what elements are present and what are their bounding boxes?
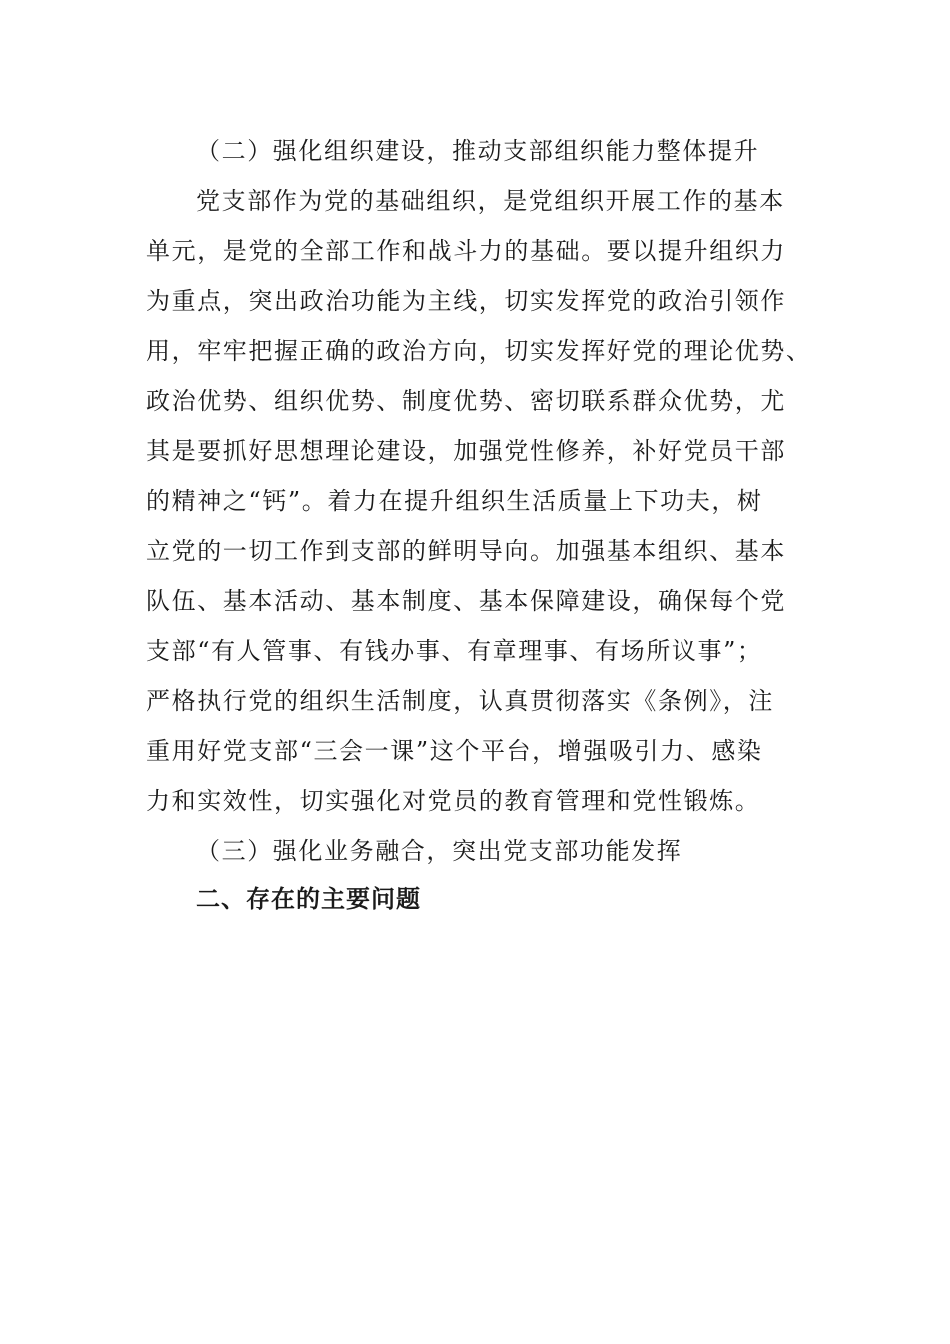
paragraph-line: 立党的一切工作到支部的鲜明导向。加强基本组织、基本 xyxy=(146,537,786,565)
section-heading-3: （三）强化业务融合，突出党支部功能发挥 xyxy=(196,837,683,865)
paragraph-line: 其是要抓好思想理论建设，加强党性修养，补好党员干部 xyxy=(146,437,786,465)
paragraph-line: 党支部作为党的基础组织，是党组织开展工作的基本 xyxy=(196,187,785,215)
paragraph-line: 严格执行党的组织生活制度，认真贯彻落实《条例》，注 xyxy=(146,687,774,715)
section-heading-2: （二）强化组织建设，推动支部组织能力整体提升 xyxy=(196,137,760,165)
paragraph-line: 用，牢牢把握正确的政治方向，切实发挥好党的理论优势、 xyxy=(146,337,812,365)
paragraph-line: 为重点，突出政治功能为主线，切实发挥党的政治引领作 xyxy=(146,287,786,315)
paragraph-line: 力和实效性，切实强化对党员的教育管理和党性锻炼。 xyxy=(146,787,761,815)
paragraph-line: 政治优势、组织优势、制度优势、密切联系群众优势，尤 xyxy=(146,387,786,415)
paragraph-line: 单元，是党的全部工作和战斗力的基础。要以提升组织力 xyxy=(146,237,786,265)
paragraph-line: 支部“有人管事、有钱办事、有章理事、有场所议事”； xyxy=(146,637,763,665)
paragraph-line: 队伍、基本活动、基本制度、基本保障建设，确保每个党 xyxy=(146,587,786,615)
paragraph-line: 重用好党支部“三会一课”这个平台，增强吸引力、感染 xyxy=(146,737,763,765)
part-heading-2: 二、存在的主要问题 xyxy=(196,885,421,913)
paragraph-line: 的精神之“钙”。着力在提升组织生活质量上下功夫，树 xyxy=(146,487,763,515)
